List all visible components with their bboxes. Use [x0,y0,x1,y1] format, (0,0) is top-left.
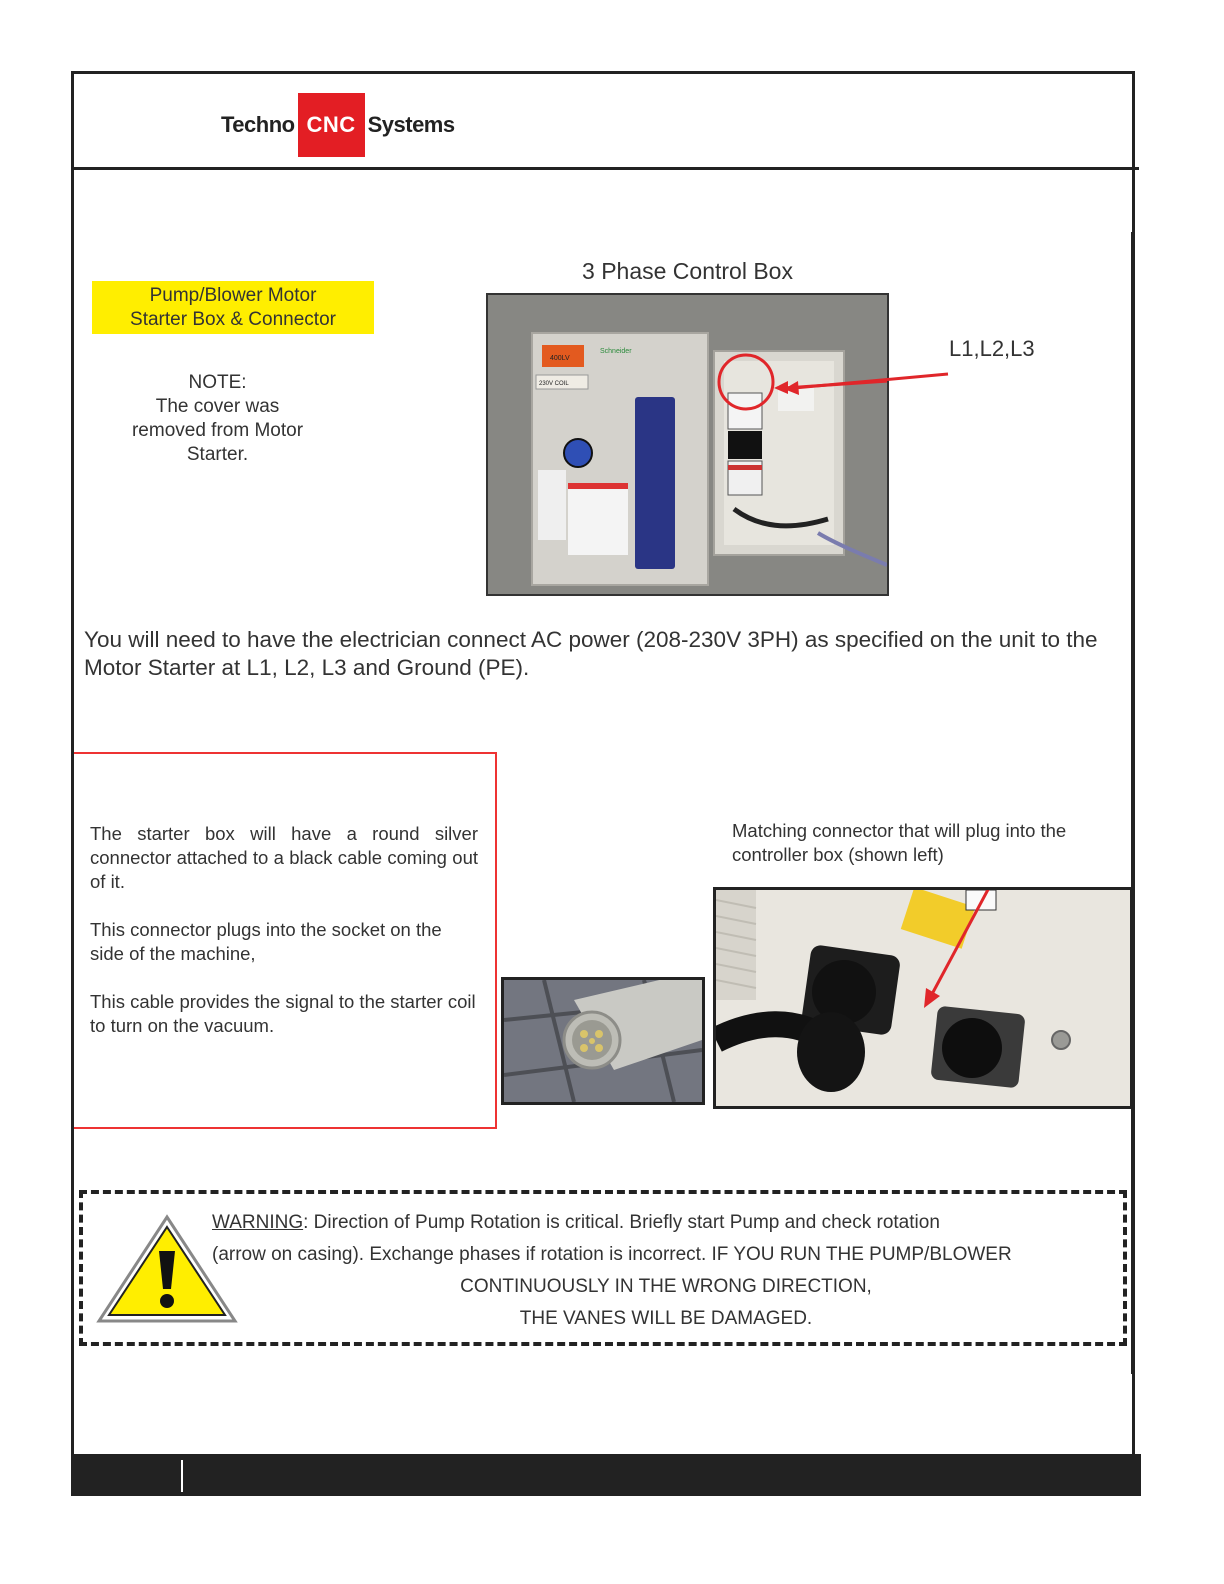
matching-caption-line-2: controller box (shown left) [732,844,944,865]
warning-line-2: (arrow on casing). Exchange phases if rotation is incorrect. IF YOU RUN THE PUMP/BLOWER [212,1244,1012,1265]
highlight-label [92,281,374,334]
warning-label: WARNING [212,1212,304,1233]
warning-line-4: THE VANES WILL BE DAMAGED. [519,1308,813,1329]
warning-text [212,1207,1120,1335]
connector-illustration [504,980,702,1102]
connector-para-2: This connector plugs into the socket on the side of the machine, [90,919,442,964]
note-line-4: Starter. [186,444,249,465]
note-line-1: NOTE: [188,372,247,393]
note-line-2: The cover was [155,396,280,417]
footer-divider [181,1460,183,1492]
footer-bar [71,1454,1141,1496]
svg-text:Schneider: Schneider [600,348,632,355]
connector-photo [501,977,705,1105]
control-box-photo [486,293,889,596]
logo-right-text: Systems [367,112,455,137]
warning-line-3: CONTINUOUSLY IN THE WRONG DIRECTION, [460,1276,872,1297]
power-instructions-text: You will need to have the electrician connect AC power (208-230V 3PH) as specified on the unit to the Motor Starter at L1, L2, L3 and Ground (PE). [84,627,1098,680]
connector-para-1: The starter box will have a round silver connector attached to a black cable coming out of it. [90,823,478,892]
terminal-callout-label: L1,L2,L3 [949,336,1035,361]
right-rule [1131,232,1134,1374]
callout-arrow [780,360,952,396]
socket-photo [713,887,1133,1109]
panel-tag-text: 400LV [550,355,570,362]
highlight-line-1: Pump/Blower Motor [149,284,317,306]
note-line-3: removed from Motor [131,420,304,441]
highlight-line-2: Starter Box & Connector [130,308,336,330]
matching-caption-line-1: Matching connector that will plug into the [732,820,1067,841]
logo-cnc-block: CNC [298,93,365,157]
logo-left-text: Techno [221,112,295,137]
warning-line-1: : Direction of Pump Rotation is critical. Briefly start Pump and check rotation [303,1212,940,1233]
connector-para-3: This cable provides the signal to the starter coil to turn on the vacuum. [90,991,476,1036]
header-rule [71,167,1139,170]
control-box-title: 3 Phase Control Box [582,258,793,284]
matching-connector-caption [732,819,1127,867]
socket-illustration [716,890,1130,1106]
company-logo [221,92,455,158]
control-box-illustration [488,295,887,594]
connector-info-text [90,822,478,1062]
panel-coil-text: 230V COIL [539,381,569,387]
note-text [110,371,325,467]
